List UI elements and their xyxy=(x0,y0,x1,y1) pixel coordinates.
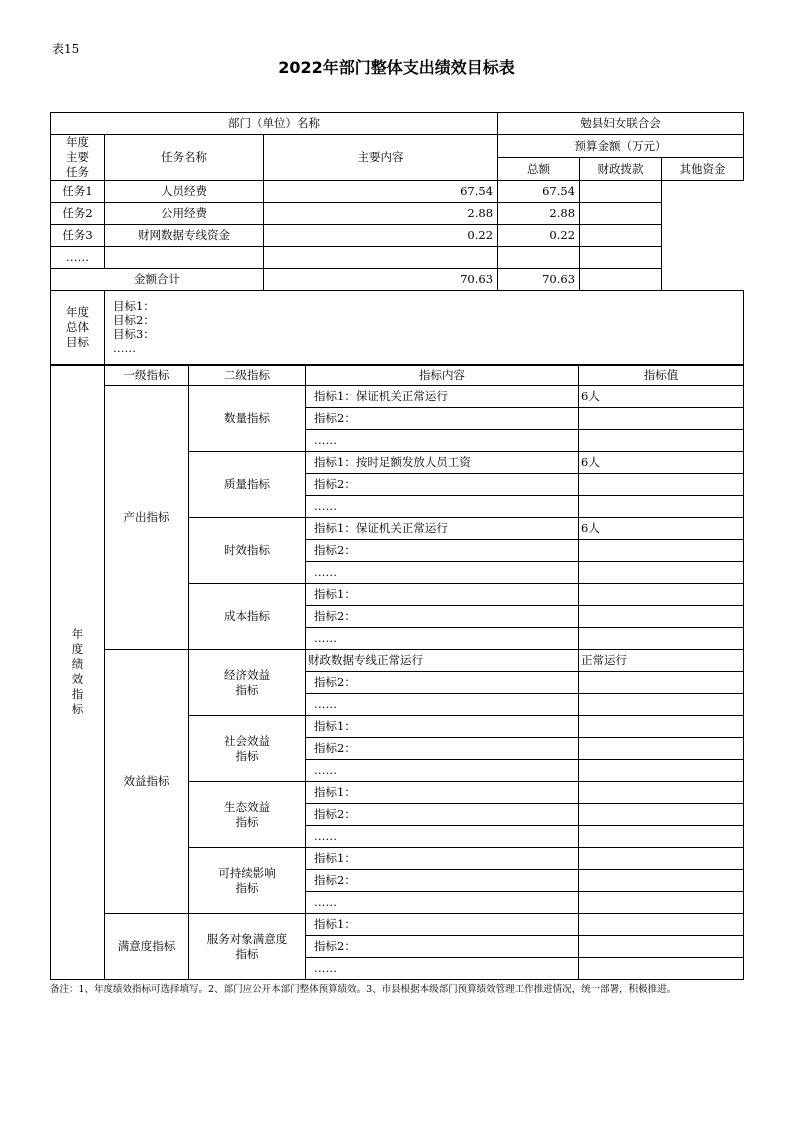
indicator-row xyxy=(51,386,744,408)
task-row xyxy=(51,246,744,268)
col-indicator-value: 指标值 xyxy=(579,365,744,386)
indicator-content: 指标1： xyxy=(306,914,579,936)
task-other xyxy=(580,224,662,246)
indicator-value xyxy=(579,408,744,430)
indicator-value xyxy=(579,958,744,980)
col-indicator-content: 指标内容 xyxy=(306,365,579,386)
indicator-value xyxy=(579,804,744,826)
indicator-value xyxy=(579,672,744,694)
level2-indicator: 服务对象满意度 指标 xyxy=(189,914,306,980)
indicator-value xyxy=(579,628,744,650)
indicator-value xyxy=(579,562,744,584)
task-content: 公用经费 xyxy=(105,202,264,224)
level2-indicator: 质量指标 xyxy=(189,452,306,518)
indicator-content: …… xyxy=(306,628,579,650)
sum-fiscal: 70.63 xyxy=(498,268,580,290)
sum-total: 70.63 xyxy=(264,268,498,290)
level1-indicator: 效益指标 xyxy=(105,650,189,914)
indicator-value xyxy=(579,474,744,496)
indicator-content: …… xyxy=(306,562,579,584)
indicator-value xyxy=(579,870,744,892)
indicator-content: …… xyxy=(306,760,579,782)
col-level2: 二级指标 xyxy=(189,365,306,386)
page-title: 2022年部门整体支出绩效目标表 xyxy=(278,58,515,77)
task-name: 任务1 xyxy=(51,180,105,202)
indicator-content: …… xyxy=(306,430,579,452)
indicator-value xyxy=(579,584,744,606)
indicator-content: 指标2： xyxy=(306,672,579,694)
col-task-name: 任务名称 xyxy=(105,135,264,181)
goals-section-label: 年度 总体 目标 xyxy=(51,290,105,365)
level2-indicator: 生态效益 指标 xyxy=(189,782,306,848)
tasks-section-label: 年度 主要 任务 xyxy=(51,135,105,181)
indicator-value xyxy=(579,826,744,848)
table-number: 表15 xyxy=(52,42,80,56)
indicator-value xyxy=(579,496,744,518)
indicator-value xyxy=(579,914,744,936)
level2-indicator: 时效指标 xyxy=(189,518,306,584)
indicator-content: 指标1：按时足额发放人员工资 xyxy=(306,452,579,474)
task-fiscal: 2.88 xyxy=(498,202,580,224)
indicator-content: 指标2： xyxy=(306,870,579,892)
indicator-content: …… xyxy=(306,892,579,914)
sum-label: 金额合计 xyxy=(51,268,264,290)
task-content xyxy=(105,246,264,268)
indicator-value xyxy=(579,606,744,628)
indicator-value xyxy=(579,782,744,804)
indicator-value xyxy=(579,936,744,958)
indicator-content: 财政数据专线正常运行 xyxy=(306,650,579,672)
indicator-value xyxy=(579,848,744,870)
indicator-content: …… xyxy=(306,694,579,716)
task-total: 0.22 xyxy=(264,224,498,246)
indicator-value xyxy=(579,892,744,914)
col-main-content: 主要内容 xyxy=(264,135,498,181)
indicator-content: 指标2： xyxy=(306,936,579,958)
indicator-content: 指标2： xyxy=(306,408,579,430)
perf-section-label: 年 度 绩 效 指 标 xyxy=(51,365,105,980)
indicator-value: 6人 xyxy=(579,452,744,474)
goal-line: …… xyxy=(113,340,136,355)
task-row xyxy=(51,224,744,246)
indicator-content: …… xyxy=(306,826,579,848)
task-total xyxy=(264,246,498,268)
level2-indicator: 社会效益 指标 xyxy=(189,716,306,782)
indicator-content: 指标2： xyxy=(306,606,579,628)
indicator-content: 指标1： xyxy=(306,716,579,738)
indicator-content: 指标1： xyxy=(306,782,579,804)
budget-header: 预算金额（万元） xyxy=(498,135,744,158)
task-row xyxy=(51,180,744,202)
task-name: …… xyxy=(51,246,105,268)
footnote: 备注：1、年度绩效指标可选择填写。2、部门应公开本部门整体预算绩效。3、市县根据本级部门预算绩效管理工作推进情况，统一部署，积极推进。 xyxy=(50,984,677,995)
col-fiscal: 财政拨款 xyxy=(580,158,662,180)
indicator-content: 指标2： xyxy=(306,474,579,496)
level2-indicator: 数量指标 xyxy=(189,386,306,452)
task-content: 财网数据专线资金 xyxy=(105,224,264,246)
indicator-value xyxy=(579,738,744,760)
dept-value: 勉县妇女联合会 xyxy=(498,113,744,135)
goals-content xyxy=(105,290,744,365)
task-fiscal xyxy=(498,246,580,268)
level2-indicator: 成本指标 xyxy=(189,584,306,650)
task-name: 任务3 xyxy=(51,224,105,246)
indicator-content: …… xyxy=(306,496,579,518)
level1-indicator: 满意度指标 xyxy=(105,914,189,980)
task-other xyxy=(580,180,662,202)
level2-indicator: 可持续影响 指标 xyxy=(189,848,306,914)
indicator-content: 指标1： xyxy=(306,848,579,870)
task-name: 任务2 xyxy=(51,202,105,224)
indicator-value xyxy=(579,430,744,452)
indicator-value xyxy=(579,716,744,738)
indicator-value xyxy=(579,540,744,562)
task-row xyxy=(51,202,744,224)
indicator-row xyxy=(51,650,744,672)
col-level1: 一级指标 xyxy=(105,365,189,386)
goal-line: 目标3： xyxy=(113,326,155,341)
performance-table xyxy=(50,364,744,980)
task-total: 67.54 xyxy=(264,180,498,202)
indicator-content: 指标2： xyxy=(306,540,579,562)
indicator-value: 正常运行 xyxy=(579,650,744,672)
goal-line: 目标1： xyxy=(113,299,155,314)
goal-line: 目标2： xyxy=(113,313,155,328)
col-total: 总额 xyxy=(498,158,580,180)
indicator-content: …… xyxy=(306,958,579,980)
task-table xyxy=(50,112,744,366)
dept-label: 部门（单位）名称 xyxy=(51,113,498,135)
indicator-row xyxy=(51,914,744,936)
task-fiscal: 67.54 xyxy=(498,180,580,202)
indicator-content: 指标2： xyxy=(306,738,579,760)
sum-other xyxy=(580,268,662,290)
indicator-value xyxy=(579,694,744,716)
level1-indicator: 产出指标 xyxy=(105,386,189,650)
indicator-content: 指标1：保证机关正常运行 xyxy=(306,518,579,540)
indicator-value xyxy=(579,760,744,782)
col-other: 其他资金 xyxy=(662,158,744,180)
task-other xyxy=(580,202,662,224)
indicator-content: 指标2： xyxy=(306,804,579,826)
task-fiscal: 0.22 xyxy=(498,224,580,246)
indicator-value: 6人 xyxy=(579,386,744,408)
indicator-content: 指标1： xyxy=(306,584,579,606)
indicator-content: 指标1：保证机关正常运行 xyxy=(306,386,579,408)
task-content: 人员经费 xyxy=(105,180,264,202)
level2-indicator: 经济效益 指标 xyxy=(189,650,306,716)
task-total: 2.88 xyxy=(264,202,498,224)
task-other xyxy=(580,246,662,268)
indicator-value: 6人 xyxy=(579,518,744,540)
